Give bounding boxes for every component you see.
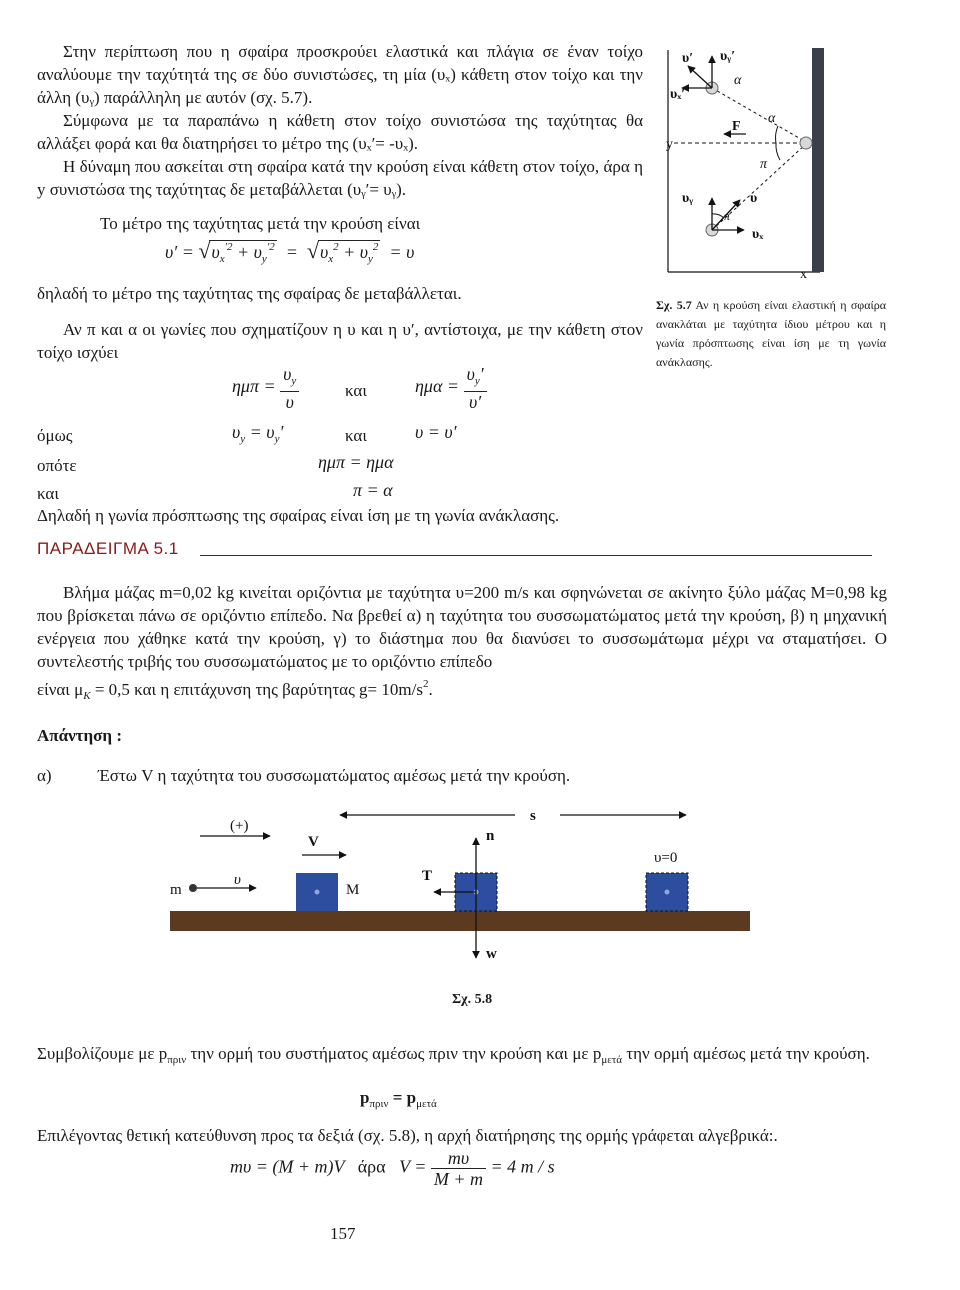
sine-equation-alpha: ημα = $\frac{\upsilon_y'}{\upsilon'}$ <box>415 364 487 412</box>
therefore-label: οπότε <box>37 456 77 475</box>
figure-5-7-caption-number: Σχ. 5.7 <box>656 298 692 312</box>
and-label-2: και <box>345 426 367 445</box>
ground <box>170 911 750 931</box>
problem-end: είναι $\mu_K = 0,5$ και η επιτάχυνση της βαρύτητας $g= 10m/s^2$. <box>37 678 433 702</box>
figure-5-7-caption-text: Αν η κρούση είναι ελαστική η σφαίρα ανακλάται με ταχύτητα ίδιου μέτρου και η γωνία πρόσπτωσης είναι ίση με τη γωνία ανάκλασης. <box>656 298 887 369</box>
label-vx-prime: υₓ′ <box>670 87 686 102</box>
figure-5-7-caption <box>656 296 886 372</box>
intro-paragraph-2: Σύμφωνα με τα παραπάνω η κάθετη στον τοίχο συνιστώσα της ταχύτητας θα αλλάξει φορά και θα διατηρήσει το μέτρο της (υₓ′= -υₓ). <box>37 111 643 153</box>
and-label-1: και <box>345 381 367 400</box>
part-a-text: Έστω V η ταχύτητα του συσσωματώματος αμέσως μετά την κρούση. <box>98 766 571 785</box>
label-w: w <box>486 946 497 962</box>
magnitude-conclusion: δηλαδή το μέτρο της ταχύτητας της σφαίρας δε μεταβάλλεται. <box>37 284 462 303</box>
figure-5-8-caption: Σχ. 5.8 <box>452 992 493 1007</box>
label-v-zero: υ=0 <box>654 850 678 866</box>
example-problem <box>37 581 887 708</box>
figure-5-7 <box>660 40 840 285</box>
label-n: n <box>486 828 495 844</box>
heading-rule <box>200 555 872 556</box>
sine-equality: ημπ = ημα <box>318 452 394 472</box>
label-friction: Ƭ <box>422 868 433 884</box>
direction-text: Επιλέγοντας θετική κατεύθυνση προς τα δεξιά (σχ. 5.8), η αρχή διατήρησης της ορμής γράφεται αλγεβρικά:. <box>37 1126 778 1145</box>
magnitude-equation: $\upsilon' = √\upsilon_x^{'2} + \upsilon_y^{'2} = √\upsilon_x^2 + \upsilon_y^2 = \upsilon$ <box>165 238 415 265</box>
label-vy: υᵧ <box>682 191 694 206</box>
wall <box>812 48 824 272</box>
example-heading: ΠΑΡΑΔΕΙΓΜΑ 5.1 <box>37 539 179 558</box>
label-y: y <box>666 137 673 152</box>
pi-arc-lower <box>712 214 724 218</box>
intro-paragraph-3: Η δύναμη που ασκείται στη σφαίρα κατά την κρούση είναι κάθετη στον τοίχο, άρα η y συνιστώσα της ταχύτητας δε μεταβάλλεται (υᵧ′= υᵧ). <box>37 157 643 199</box>
however-label: όμως <box>37 426 73 445</box>
label-V: V <box>308 834 319 850</box>
velocity-fraction: $\frac{m\upsilon}{M + m}$ <box>431 1148 486 1189</box>
angle-equality: π = α <box>353 480 393 500</box>
label-v: υ <box>234 872 241 888</box>
label-pi: π <box>760 157 768 172</box>
label-vy-prime: υᵧ′ <box>720 49 736 64</box>
label-v: υ <box>750 191 758 206</box>
sine-equation-pi: ημπ = $\frac{\upsilon_y}{\upsilon}$ <box>232 364 299 412</box>
label-x: x <box>800 267 807 282</box>
block-initial-bullet-marker <box>315 890 320 895</box>
label-alpha-upper: α <box>734 73 742 88</box>
intro-block <box>37 40 643 201</box>
bullet <box>189 884 197 892</box>
page-number: 157 <box>330 1224 356 1243</box>
and-label-3: και <box>37 484 59 503</box>
v-prime-arrow <box>688 66 712 88</box>
label-plus: (+) <box>230 818 249 834</box>
problem-text: Βλήμα μάζας m=0,02 kg κινείται οριζόντια με ταχύτητα υ=200 m/s και σφηνώνεται σε ακίνητο ξύλο μάζας M=0,98 kg που βρίσκεται πάνω σε οριζόντιο επίπεδο. Να βρεθεί α) η ταχύτητα του συσσωματώματος μετά την κρούση, β) η μηχανική ενέργεια που χάθηκε κατά την κρούση, γ) το διάστημα που θα διανύσει το συσσωμάτωμα μέχρι να σταματήσει. Ο συντελεστής τριβής του συσσωματώματος με το οριζόντιο επίπεδο <box>37 583 887 671</box>
answer-label: Απάντηση : <box>37 726 122 745</box>
angles-final: Δηλαδή η γωνία πρόσπτωσης της σφαίρας είναι ίση με τη γωνία ανάκλασης. <box>37 506 560 525</box>
intro-paragraph-1: Στην περίπτωση που η σφαίρα προσκρούει ελαστικά και πλάγια σε έναν τοίχο αναλύουμε την ταχύτητά της σε δύο συνιστώσες, τη μία (υₓ) κάθετη στον τοίχο και την άλλη (υᵧ) παράλληλη με αυτόν (σχ. 5.7). <box>37 42 643 107</box>
alpha-arc <box>776 126 778 143</box>
block-final-bullet-marker <box>665 890 670 895</box>
part-a-label: α) <box>37 766 52 785</box>
momentum-text: Συμβολίζουμε με $p_{\pi\rho\iota\nu}$ την ορμή του συστήματος αμέσως πριν την κρούση και με $p_{\mu\varepsilon\tau ά}$ την ορμή αμέσως μετά την κρούση. <box>37 1044 870 1066</box>
label-s: s <box>530 808 536 824</box>
magnitude-text: Το μέτρο της ταχύτητας μετά την κρούση είναι <box>100 214 421 233</box>
figure-5-8 <box>160 800 760 975</box>
momentum-equation: mυ = (M + m)V άρα V = $\frac{m\upsilon}{M + m}$ = 4 m / s <box>230 1148 555 1189</box>
angles-text: Αν π και α οι γωνίες που σχηματίζουν η υ και η υ′, αντίστοιχα, με την κάθετη στον τοίχο ισχύει <box>37 320 643 362</box>
momentum-conservation: $p_{\pi\rho\iota\nu} = p_{\mu\varepsilon\tau ά}$ <box>360 1088 437 1110</box>
label-v-prime: υ′ <box>682 51 694 66</box>
label-alpha: α <box>768 111 776 126</box>
pi-arc <box>776 143 780 160</box>
label-vx: υₓ <box>752 227 764 242</box>
label-m: m <box>170 882 182 898</box>
v-equality: υ = υ′ <box>415 422 457 442</box>
ball-at-wall <box>800 137 812 149</box>
label-pi-lower: π <box>724 209 731 223</box>
label-F: F <box>732 119 741 134</box>
label-M: M <box>346 882 360 898</box>
vy-equality: $\upsilon_y = \upsilon_y'$ <box>232 422 284 445</box>
